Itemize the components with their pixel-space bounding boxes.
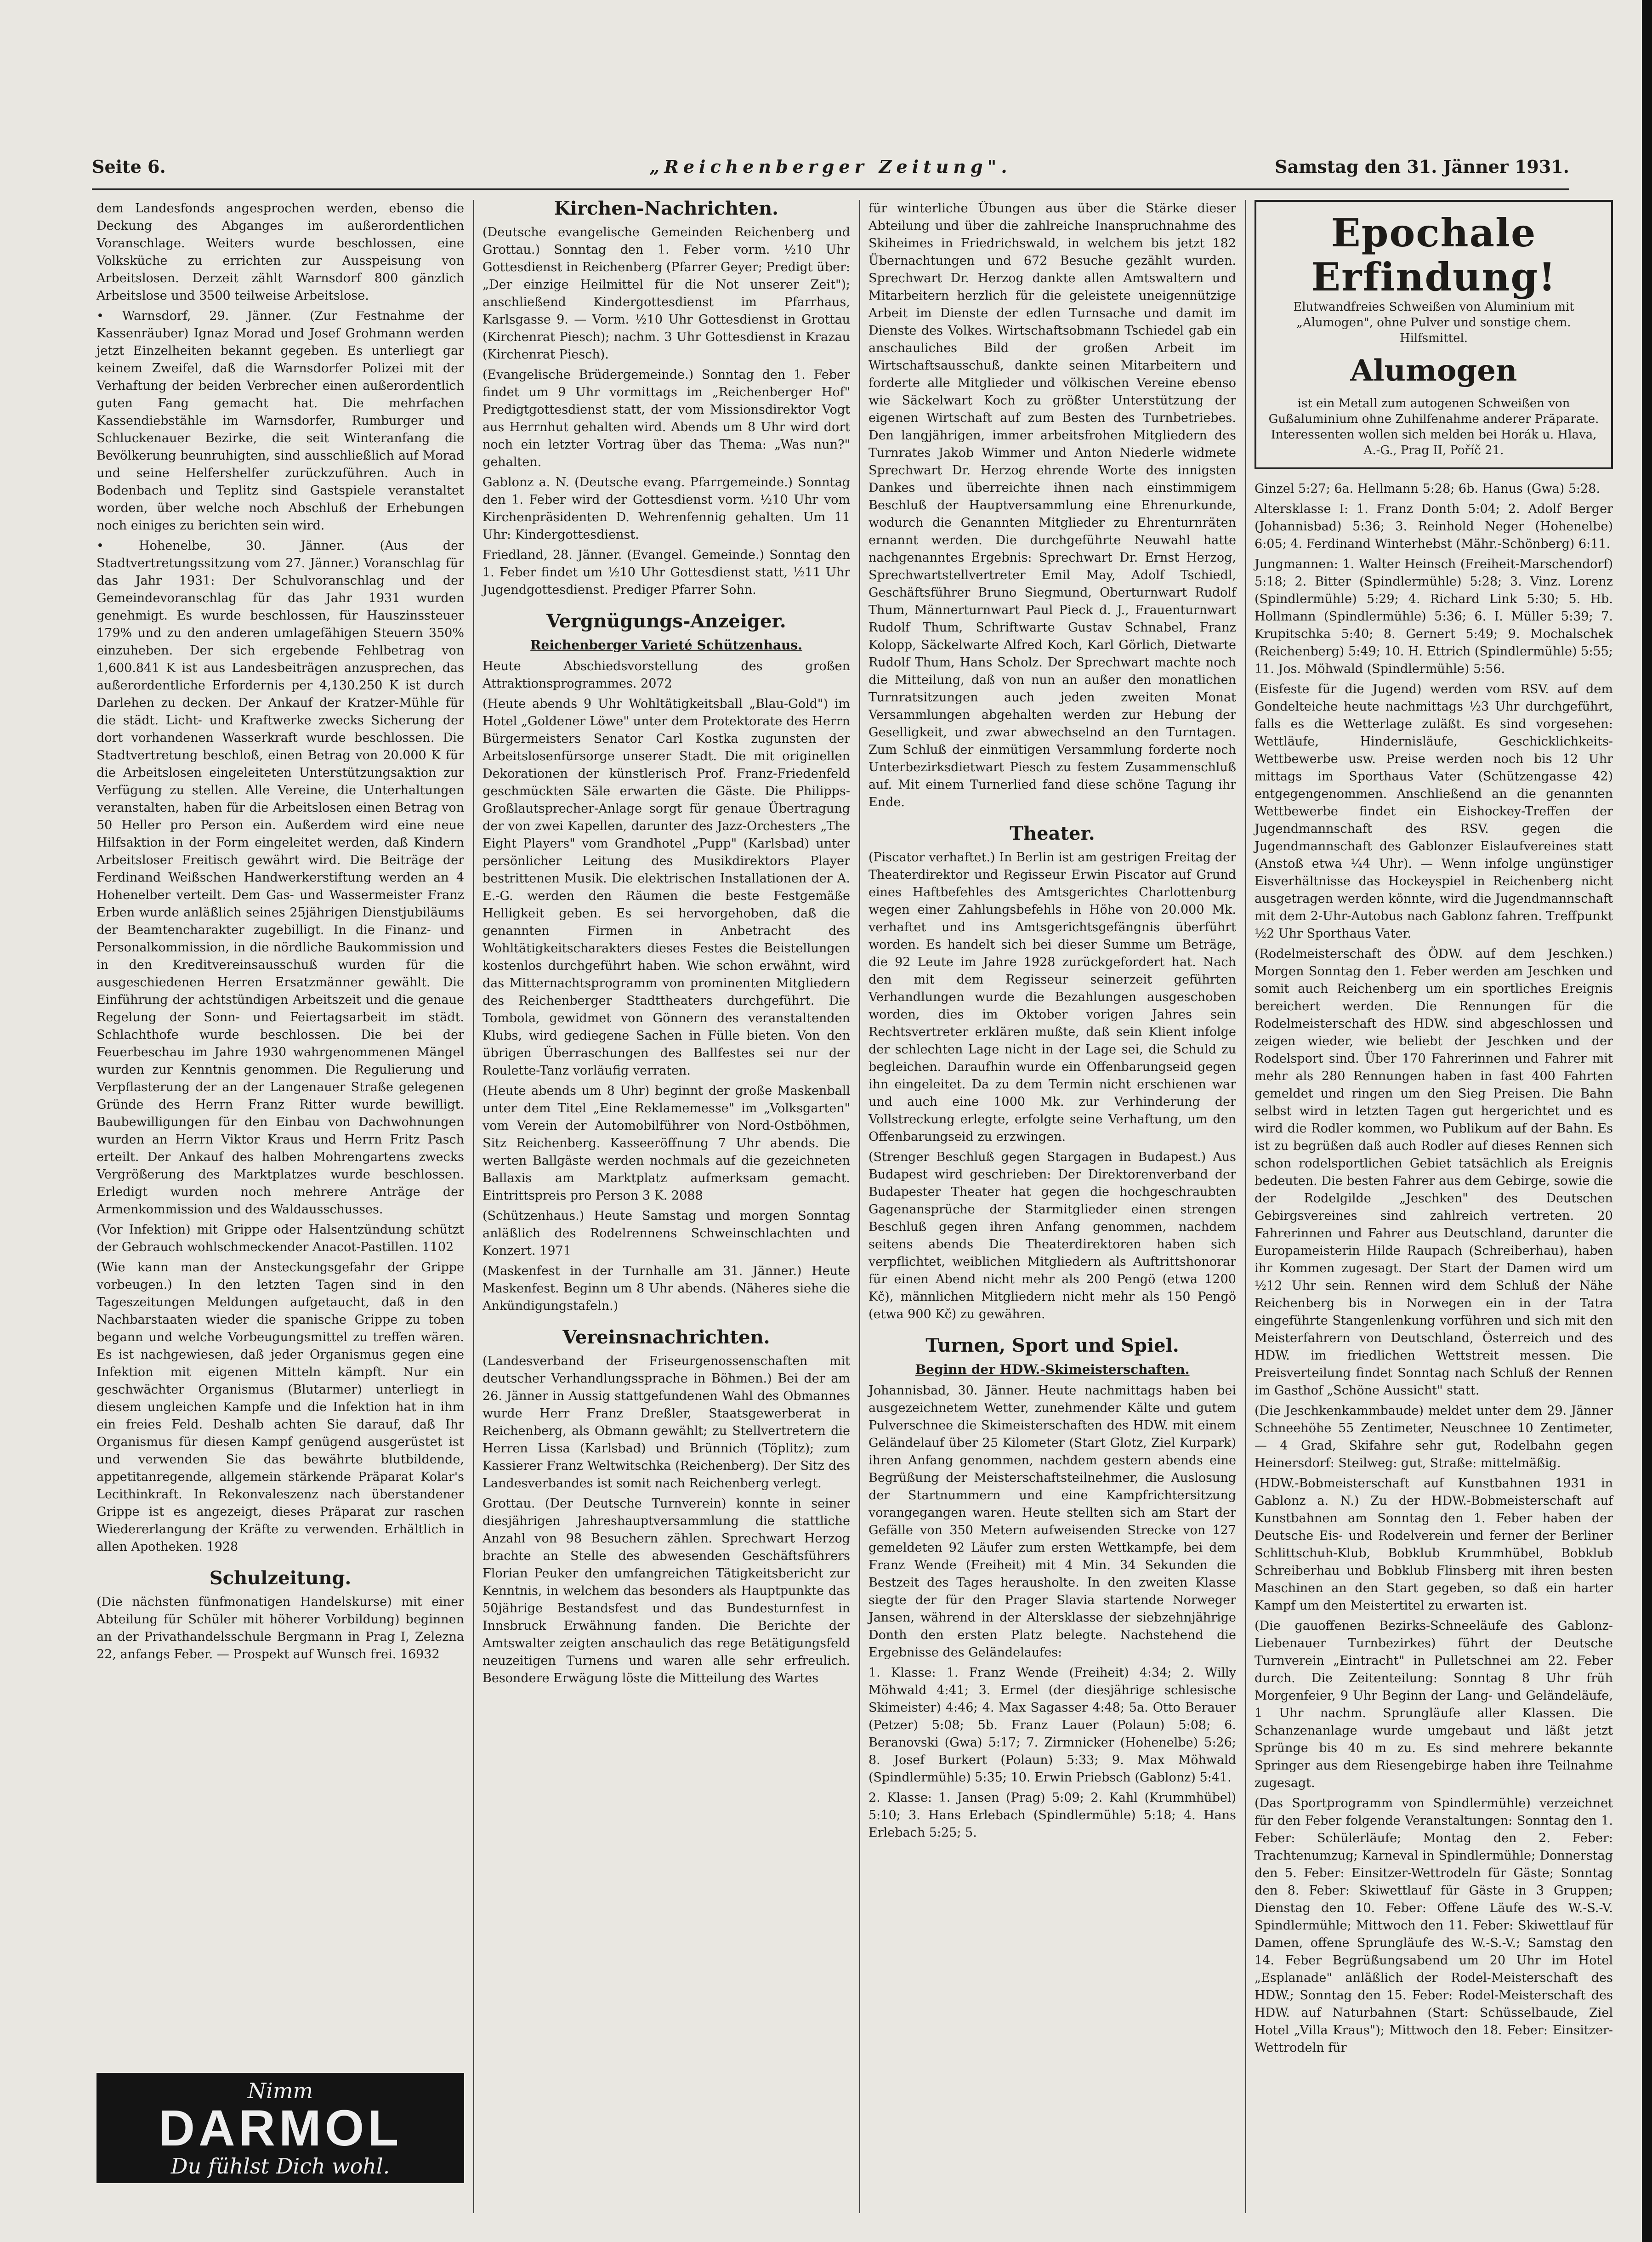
notice-handelskurse: (Die nächsten fünfmonatigen Handelskurse) mit einer Abteilung für Schüler mit höherer Vorbildung) beginnen an der Privathandelsschule Bergmann in Prag I, Zelezna 22, anfangs Feber. — Prospekt auf Wunsch frei. 16932	[97, 1595, 464, 1662]
church-notice: Friedland, 28. Jänner. (Evangel. Gemeinde.) Sonntag den 1. Feber findet um ½10 Uhr Gottesdienst statt, ½11 Uhr Jugendgottesdienst. Prediger Pfarrer Sohn.	[483, 548, 850, 597]
alumogen-advertisement	[1255, 200, 1613, 469]
darmol-top: Nimm	[247, 2078, 313, 2103]
page-number: Seite 6.	[92, 156, 166, 177]
club-notice: (Landesverband der Friseurgenossenschaften mit deutscher Verhandlungssprache in Böhmen.) Bei der am 26. Jänner in Aussig stattgefundenen Wahl des Obmannes wurde Herr Franz Dreßler, Staatsgewerberat in Reichenberg, als Obmann gewählt; zu Stellvertretern die Herren Lissa (Karlsbad) und Brünnich (Töplitz); zum Kassierer Franz Weltwitschka (Reichenberg). Der Sitz des Landesverbandes ist somit nach Reichenberg verlegt.	[483, 1354, 850, 1491]
notice-grippe: (Wie kann man der Ansteckungsgefahr der Grippe vorbeugen.) In den letzten Tagen sind in den Tageszeitungen Meldungen aufgetaucht, daß in den Nachbarstaaten wieder die spanische Grippe zu toben begann und welche Vorbeugungsmittel zu treffen wären. Es ist nachgewiesen, daß jeder Organismus gegen eine Infektion mit eigenen Mitteln kämpft. Nur ein geschwächter Organismus (Blutarmer) unterliegt in diesem ungleichen Kampfe und die Infektion hat in ihm ein freies Feld. Deshalb achten Sie darauf, daß Ihr Organismus für diesen Kampf genügend ausgerüstet ist und verwenden Sie das bewährte blutbildende, appetitanregende, allgemein stärkende Präparat Kolar's Lecithinkraft. In Rekonvaleszenz nach überstandener Grippe ist es angezeigt, dieses Präparat zur raschen Wiedererlangung der Kräfte zu verwenden. Erhältlich in allen Apotheken. 1928	[97, 1260, 464, 1554]
subheading-hdw: Beginn der HDW.-Skimeisterschaften.	[915, 1362, 1190, 1377]
sport-notice: (Das Sportprogramm von Spindlermühle) verzeichnet für den Feber folgende Veranstaltungen: Sonntag den 1. Feber: Schülerläufe; Montag den 2. Feber: Trachtenumzug; Karneval in Spindlermühle; Donnerstag den 5. Feber: Einsitzer-Wettrodeln für Gäste; Sonntag den 8. Feber: Skiwettlauf für Gäste in 3 Gruppen; Dienstag den 10. Feber: Offene Läufe des W.-S.-V. Spindlermühle; Mittwoch den 11. Feber: Skiwettlauf für Damen, offene Sprungläufe des W.-S.-V.; Samstag den 14. Feber Begrüßungsabend um 20 Uhr im Hotel „Esplanade" anläßlich der Rodel-Meisterschaft des HDW.; Sonntag den 15. Feber: Rodel-Meisterschaft des HDW. auf Naturbahnen (Start: Schüsselbaude, Ziel Hotel „Villa Kraus"); Mittwoch den 18. Feber: Einsitzer-Wettrodeln für	[1255, 1796, 1613, 2055]
sport-results: 2. Klasse: 1. Jansen (Prag) 5:09; 2. Kahl (Krummhübel) 5:10; 3. Hans Erlebach (Spindlermühle) 5:18; 4. Hans Erlebach 5:25; 5.	[869, 1791, 1236, 1840]
sport-results: Ginzel 5:27; 6a. Hellmann 5:28; 6b. Hanus (Gwa) 5:28.	[1255, 482, 1601, 496]
sport-notice: (Die gauoffenen Bezirks-Schneeläufe des Gablonz-Liebenauer Turnbezirkes) führt der Deutsche Turnverein „Eintracht" in Pulletschnei am 22. Feber durch. Die Zeitenteilung: Sonntag 8 Uhr früh Morgenfeier, 9 Uhr Beginn der Lang- und Geländeläufe, 1 Uhr nachm. Sprungläufe aller Klassen. Die Schanzenanlage wurde umgebaut und läßt jetzt Sprünge bis 40 m zu. Es sind mehrere bekannte Springer aus dem Riesengebirge haben ihre Teilnahme zugesagt.	[1255, 1619, 1613, 1790]
entertainment-notice: (Heute abends 9 Uhr Wohltätigkeitsball „Blau-Gold") im Hotel „Goldener Löwe" unter dem Protektorate des Herrn Bürgermeisters Senator Carl Kostka zugunsten der Arbeitslosenfürsorge unserer Stadt. Die mit originellen Dekorationen der künstlerisch Prof. Franz-Friedenfeld geschmückten Säle erwarten die Gäste. Die Philipps-Großlautsprecher-Anlage sorgt für genaue Übertragung der von zwei Kapellen, darunter des Jazz-Orchesters „The Eight Players" vom Grandhotel „Pupp" (Karlsbad) unter persönlicher Leitung des Musikdirektors Player bestrittenen Musik. Die elektrischen Installationen der A. E.-G. werden den Räumen die beste Festgemäße Helligkeit geben. Es sei hervorgehoben, daß die genannten Firmen in Anbetracht des Wohltätigkeitscharakters dieses Festes die Beistellungen kostenlos durchgeführt haben. Wie schon erwähnt, wird das Mitternachtsprogramm von prominenten Mitgliedern des Reichenberger Stadttheaters durchgeführt. Die Tombola, gewidmet von Gönnern des veranstaltenden Klubs, wird gediegene Sachen in Fülle bieten. Von den übrigen Überraschungen des Ballfestes sei nur der Roulette-Tanz vorläufig verraten.	[483, 697, 850, 1078]
column-4	[1255, 200, 1613, 2060]
column-3	[869, 200, 1236, 1844]
ad-brand: Alumogen	[1350, 353, 1517, 388]
section-heading-vergnuegung: Vergnügungs-Anzeiger.	[546, 610, 786, 632]
column-divider	[473, 200, 474, 2213]
entertainment-notice: (Maskenfest in der Turnhalle am 31. Jänner.) Heute Maskenfest. Beginn um 8 Uhr abends. (Näheres siehe die Ankündigungstafeln.)	[483, 1264, 850, 1313]
section-heading-verein: Vereinsnachrichten.	[562, 1326, 770, 1348]
section-heading-sport: Turnen, Sport und Spiel.	[925, 1335, 1179, 1356]
column-divider	[859, 200, 860, 2213]
entertainment-notice: (Heute abends um 8 Uhr) beginnt der große Maskenball unter dem Titel „Eine Reklamemesse" im „Volksgarten" vom Verein der Automobilführer von Nord-Ostböhmen, Sitz Reichenberg. Kasseeröffnung 7 Uhr abends. Die werten Ballgäste werden nochmals auf die gezeichneten Ballaxis am Marktplatz aufmerksam gemacht. Eintrittspreis pro Person 3 K. 2088	[483, 1084, 850, 1203]
section-heading-kirchen: Kirchen-Nachrichten.	[554, 198, 779, 219]
club-notice: Grottau. (Der Deutsche Turnverein) konnte in seiner diesjährigen Jahreshauptversammlung die stattliche Anzahl von 98 Besuchern zählen. Sprechwart Herzog brachte an Stelle des abwesenden Geschäftsführers Florian Peuker den umfangreichen Tätigkeitsbericht zur Kenntnis, in welchem das besonders als Hauptpunkte das 50jährige Bestandsfest und das Bundesturnfest in Innsbruck Erwähnung fanden. Die Berichte der Amtswalter zeigten anschaulich das rege Betätigungsfeld neuzeitigen Turnens und waren alle sehr erfreulich. Besondere Erwägung löste die Mitteilung des Wartes	[483, 1497, 850, 1685]
church-notice: (Deutsche evangelische Gemeinden Reichenberg und Grottau.) Sonntag den 1. Feber vorm. ½10 Uhr Gottesdienst in Reichenberg (Pfarrer Geyer; Predigt über: „Der einzige Heilmittel für die Not unserer Zeit"); anschließend Kindergottesdienst im Pfarrhaus, Karlsgasse 9. — Vorm. ½10 Uhr Gottesdienst in Grottau (Kirchenrat Piesch); nachm. 3 Uhr Gottesdienst in Krazau (Kirchenrat Piesch).	[483, 225, 850, 362]
article-text: für winterliche Übungen aus über die Stärke dieser Abteilung und über die zahlreiche Inanspruchnahme des Skiheimes in Friedrichswald, in welchem bis jetzt 182 Übernachtungen und 672 Besuche gezählt wurden. Sprechwart Dr. Herzog dankte allen Amtswaltern und Mitarbeitern herzlich für die geleistete uneigennützige Arbeit im Dienste der edlen Turnsache und damit im Dienste des Volkes. Wirtschaftsobmann Tschiedel gab ein anschauliches Bild der großen Arbeit im Wirtschaftsausschuß, dankte seinen Mitarbeitern und forderte alle Mitglieder und völkischen Vereine ebenso wie Säckelwart Koch zu größter Unterstützung der eigenen Wirtschaft auf zum Besten des Turnbetriebes. Den langjährigen, immer arbeitsfrohen Mitgliedern des Turnrates Jakob Wimmer und Anton Niederle widmete Sprechwart Dr. Herzog ehrende Worte des innigsten Dankes und überreichte ihnen nach einstimmigem Beschluß der Hauptversammlung eine Ehrenurkunde, wodurch die Genannten Mitglieder zu Ehrenturnräten ernannt werden. Die durchgeführte Neuwahl hatte nachgenanntes Ergebnis: Sprechwart Dr. Ernst Herzog, Sprechwartstellvertreter Emil May, Adolf Tschiedl, Geschäftsführer Bruno Siegmund, Oberturnwart Rudolf Thum, Männerturnwart Paul Pieck d. J., Frauenturnwart Rudolf Thum, Schriftwarte Gustav Schnabel, Franz Kolopp, Säckelwarte Alfred Koch, Karl Görlich, Dietwarte Rudolf Thum, Hans Scholz. Der Sprechwart machte noch die Mitteilung, daß von nun an außer den monatlichen Turnratsitzungen auch jeden zweiten Monat Versammlungen abgehalten werden zur Hebung der Geselligkeit, und zwar abwechselnd an den Turntagen. Zum Schluß der einmütigen Versammlung forderte noch Unterbezirksdietwart Piesch zu festem Zusammenschluß auf. Mit einem Turnerlied fand diese schöne Tagung ihr Ende.	[869, 201, 1236, 809]
article-warnsdorf: • Warnsdorf, 29. Jänner. (Zur Festnahme der Kassenräuber) Ignaz Morad und Josef Grohmann werden jetzt Einzelheiten bekannt gegeben. Es unterliegt gar keinem Zweifel, daß die Warnsdorfer Polizei mit der Verhaftung der beiden Verbrecher einen außerordentlich guten Fang gemacht hat. Die mehrfachen Kassendiebstähle im Warnsdorfer, Rumburger und Schluckenauer Bezirke, die seit Winteranfang die Bevölkerung beunruhigten, sind ausschließlich auf Morad und seine Helfershelfer zurückzuführen. Auch in Bodenbach und Teplitz sind Gastspiele veranstaltet worden, über welche noch Abschluß der Erhebungen noch einiges zu berichten sein wird.	[97, 309, 464, 533]
entertainment-notice: (Schützenhaus.) Heute Samstag und morgen Sonntag anläßlich des Rodelrennens Schweinschlachten und Konzert. 1971	[483, 1209, 850, 1258]
ad-description: ist ein Metall zum autogenen Schweißen von Gußaluminium ohne Zuhilfenahme anderer Präparate. Interessenten wollen sich melden bei Horák u. Hlava, A.-G., Prag II, Poříč 21.	[1268, 397, 1599, 457]
sport-notice: (HDW.-Bobmeisterschaft auf Kunstbahnen 1931 in Gablonz a. N.) Zu der HDW.-Bobmeisterschaft auf Kunstbahnen am Sonntag den 1. Feber haben der Deutsche Eis- und Rodelverein und ferner der Berliner Schlittschuh-Klub, Bobklub Krummhübel, Bobklub Schreiberhau und Bobklub Flinsberg mit ihren besten Maschinen an den Start gegeben, so daß ein harter Kampf um den Meistertitel zu erwarten ist.	[1255, 1476, 1613, 1613]
entertainment-notice: Heute Abschiedsvorstellung des großen Attraktionsprogrammes. 2072	[483, 659, 850, 691]
article-hohenelbe: • Hohenelbe, 30. Jänner. (Aus der Stadtvertretungssitzung vom 27. Jänner.) Voranschlag für das Jahr 1931: Der Schulvoranschlag und der Gemeindevoranschlag für das Jahr 1931 wurden genehmigt. Es wurde beschlossen, für Hauszinssteuer 179% und zu den anderen umlagefähigen Steuern 350% einzuheben. Der sich ergebende Fehlbetrag von 1,600.841 K ist aus Landesbeiträgen anzusprechen, das außerordentliche Erfordernis per 4,130.250 K ist durch Darlehen zu decken. Der Ankauf der Kratzer-Mühle für die städt. Licht- und Kraftwerke zwecks Sicherung der dort vorhandenen Wasserkraft wurde beschlossen. Die Stadtvertretung beschloß, einen Betrag von 20.000 K für die Arbeitslosen eingeleiteten Unterstützungsaktion zur Verfügung zu stellen. Alle Vereine, die Unterhaltungen veranstalten, haben für die Arbeitslosen einen Betrag von 50 Heller pro Person ein. Außerdem wird eine neue Hilfsaktion in der Form eingeleitet werden, daß Kindern Arbeitsloser Freitisch gewährt wird. Die Beiträge der Ferdinand Weißschen Handwerkerstiftung werden an 4 Hohenelber verteilt. Dem Gas- und Wassermeister Franz Erben wurde anläßlich seines 25jährigen Dienstjubiläums der Beamtencharakter zugebilligt. In die Finanz- und Personalkommission, in die nördliche Baukommission und in den Kreditvereinsausschuß wurden für die ausgeschiedenen Herren Ersatzmänner gewählt. Die Einführung der achtstündigen Arbeitszeit und die genaue Regelung der Sonn- und Feiertagsarbeit im städt. Schlachthofe wurde beschlossen. Die bei der Feuerbeschau im Jahre 1930 wahrgenommenen Mängel wurden zur Kenntnis genommen. Die Regulierung und Verpflasterung der an der Langenauer Straße gelegenen Gründe des Herrn Franz Ritter wurde bewilligt. Baubewilligungen für den Einbau von Dachwohnungen wurden an Herrn Viktor Kraus und Herrn Fritz Pasch erteilt. Der Ankauf des halben Mohrengartens zwecks Vergrößerung des Marktplatzes wurde beschlossen. Erledigt wurden noch mehrere Anträge der Armenkommission und des Waldausschusses.	[97, 539, 464, 1217]
sport-report: Johannisbad, 30. Jänner. Heute nachmittags haben bei ausgezeichnetem Wetter, zunehmender Kälte und gutem Pulverschnee die Skimeisterschaften des HDW. mit einem Geländelauf über 25 Kilometer (Start Glotz, Ziel Kurpark) ihren Anfang genommen, nachdem gestern abends eine Begrüßung der Meisterschaftsteilnehmer, die Auslosung der Startnummern und eine Kampfrichtersitzung vorangegangen waren. Heute stellten sich am Start der Gefälle von 350 Metern aufweisenden Strecke von 127 gemeldeten 92 Läufer zum ersten Wettkampfe, bei dem Franz Wende (Freiheit) mit 4 Min. 34 Sekunden die Bestzeit des Tages herausholte. In den zweiten Klasse siegte der für den Prager Slavia startende Norweger Jansen, während in der Altersklasse der siebzehnjährige Donth den ersten Platz belegte. Nachstehend die Ergebnisse des Geländelaufes:	[869, 1383, 1236, 1660]
sport-results: Jungmannen: 1. Walter Heinsch (Freiheit-Marschendorf) 5:18; 2. Bitter (Spindlermühle) 5:28; 3. Vinz. Lorenz (Spindlermühle) 5:29; 4. Richard Link 5:30; 5. Hb. Hollmann (Spindlermühle) 5:36; 6. I. Müller 5:39; 7. Krupitschka 5:40; 8. Gernert 5:49; 9. Mochalschek (Reichenberg) 5:49; 10. H. Ettrich (Spindlermühle) 5:55; 11. Jos. Möhwald (Spindlermühle) 5:56.	[1255, 557, 1613, 676]
ad-subline: Elutwandfreies Schweißen von Aluminium mit „Alumogen", ohne Pulver und sonstige chem. Hilfsmittel.	[1293, 300, 1574, 345]
sport-results: Altersklasse I: 1. Franz Donth 5:04; 2. Adolf Berger (Johannisbad) 5:36; 3. Reinhold Neger (Hohenelbe) 6:05; 4. Ferdinand Winterhebst (Mähr.-Schönberg) 6:11.	[1255, 502, 1613, 551]
column-2	[483, 200, 850, 1690]
sport-results: 1. Klasse: 1. Franz Wende (Freiheit) 4:34; 2. Willy Möhwald 4:41; 3. Ermel (der diesjährige schlesische Skimeister) 4:46; 4. Max Sagasser 4:48; 5a. Otto Berauer (Petzer) 5:08; 5b. Franz Lauer (Polaun) 5:08; 6. Beranovski (Gwa) 5:17; 7. Zirmnicker (Hohenelbe) 5:26; 8. Josef Burkert (Polaun) 5:33; 9. Max Möhwald (Spindlermühle) 5:35; 10. Erwin Priebsch (Gablonz) 5:41.	[869, 1666, 1236, 1785]
section-heading-schulzeitung: Schulzeitung.	[209, 1567, 352, 1589]
ad-headline: Epochale Erfindung!	[1311, 210, 1556, 300]
column-1	[97, 200, 464, 1666]
section-heading-theater: Theater.	[1010, 823, 1095, 844]
sport-notice: (Die Jeschkenkammbaude) meldet unter dem 29. Jänner Schneehöhe 55 Zentimeter, Neuschnee 10 Zentimeter, — 4 Grad, Skifahre sehr gut, Rodelbahn gegen Heinersdorf: Steilweg: gut, Straße: mittelmäßig.	[1255, 1404, 1613, 1470]
header-rule	[92, 188, 1569, 190]
sport-notice: (Eisfeste für die Jugend) werden vom RSV. auf dem Gondelteiche heute nachmittags ½3 Uhr durchgeführt, falls es die Wetterlage zuläßt. Es sind vorgesehen: Wettläufe, Hindernisläufe, Geschicklichkeits-Wettbewerbe usw. Preise werden noch bis 12 Uhr mittags im Sporthaus Vater (Schützengasse 42) entgegengenommen. Anschließend an die genannten Wettbewerbe findet ein Eishockey-Treffen der Jugendmannschaft des RSV. gegen die Jugendmannschaft des Gablonzer Eislaufvereines statt (Anstoß etwa ¼4 Uhr). — Wenn infolge ungünstiger Eisverhältnisse das Hockeyspiel in Reichenberg nicht ausgetragen werden könnte, wird die Jugendmannschaft mit dem 2-Uhr-Autobus nach Gablonz fahren. Treffpunkt ½2 Uhr Sporthaus Vater.	[1255, 682, 1613, 941]
sport-notice: (Rodelmeisterschaft des ÖDW. auf dem Jeschken.) Morgen Sonntag den 1. Feber werden am Jeschken und somit auch Reichenberg um ein sportliches Ereignis bereichert werden. Die Rennungen für die Rodelmeisterschaft des HDW. sind abgeschlossen und zeigen wieder, wie beliebt der Jeschken und der Rodelsport sind. Über 170 Fahrerinnen und Fahrer mit mehr als 280 Rennungen haben in fast 400 Fahrten gemeldet und ringen um den Sieg Preisen. Die Bahn selbst wird in letzten Tagen gut hergerichtet und es wird die Rodler kommen, wo Publikum auf der Bahn. Es ist zu begrüßen daß auch Rodler auf dieses Rennen sich schon rodelsportlichen Gebiet tatsächlich als Ereignis bedeuten. Die besten Fahrer aus dem Gebirge, sowie die der Rodelgilde „Jeschken" des Deutschen Gebirgsvereines sind zahlreich vertreten. 20 Fahrerinnen und Fahrer aus Deutschland, darunter die Europameisterin Hilde Raupach (Schreiberhau), haben ihr Kommen zugesagt. Der Start der Damen wird um ½12 Uhr sein. Rennen wird dem Schluß der Nähe Reichenberg bis in Norwegen ein in der Tatra eingeführte Stangenlenkung vorführen und sich mit den Meisterfahrern von Deutschland, Österreich und des HDW. im friedlichen Wettstreit messen. Die Preisverteilung findet Sonntag nach Schluß der Rennen im Gasthof „Schöne Aussicht" statt.	[1255, 947, 1613, 1398]
scan-edge	[1642, 0, 1652, 2242]
issue-date: Samstag den 31. Jänner 1931.	[1275, 156, 1569, 177]
church-notice: (Evangelische Brüdergemeinde.) Sonntag den 1. Feber findet um 9 Uhr vormittags im „Reichenberger Hof" Predigtgottesdienst statt, der vom Missionsdirektor Vogt aus Herrnhut gehalten wird. Abends um 8 Uhr wird dort noch ein letzter Vortrag über das Thema: „Was nun?" gehalten.	[483, 368, 850, 469]
theater-notice: (Piscator verhaftet.) In Berlin ist am gestrigen Freitag der Theaterdirektor und Regisseur Erwin Piscator auf Grund eines Haftbefehles des Amtsgerichtes Charlottenburg wegen einer Zahlungsbefehls in Höhe von 20.000 Mk. verhaftet und ins Amtsgerichtsgefängnis überführt worden. Es handelt sich bei dieser Summe um Beträge, die 92 Leute im Jahre 1928 zurückgefordert hat. Nach den mit dem Regisseur seinerzeit geführten Verhandlungen wurde die Bezahlungen ausgeschoben worden, dies im Oktober vorigen Jahres sein Rechtsvertreter erklären mußte, daß sein Klient infolge der schlechten Lage nicht in der Lage sei, die Schuld zu begleichen. Daraufhin wurde ein Offenbarungseid gegen ihn eingeleitet. Da zu dem Termin nicht erschienen war und auch eine 1000 Mk. zur Verhinderung der Vollstreckung erlegte, erfolgte seine Verhaftung, um den Offenbarungseid zu erzwingen.	[869, 850, 1236, 1144]
column-divider	[1245, 200, 1246, 2213]
subheading-variete: Reichenberger Varieté Schützenhaus.	[530, 637, 802, 653]
article-text: dem Landesfonds angesprochen werden, ebenso die Deckung des Abganges im außerordentlichen Voranschlage. Weiters wurde beschlossen, eine Volksküche zu errichten zur Ausspeisung von Arbeitslosen. Derzeit zählt Warnsdorf 800 gänzlich Arbeitslose und 3500 teilweise Arbeitslose.	[97, 201, 464, 303]
darmol-advertisement	[97, 2073, 464, 2183]
notice-anacot: (Vor Infektion) mit Grippe oder Halsentzündung schützt der Gebrauch wohlschmeckender Anacot-Pastillen. 1102	[97, 1223, 464, 1254]
page-header	[92, 156, 1569, 188]
darmol-slogan: Du fühlst Dich wohl.	[170, 2154, 390, 2179]
theater-notice: (Strenger Beschluß gegen Stargagen in Budapest.) Aus Budapest wird geschrieben: Der Direktorenverband der Budapester Theater hat gegen die hochgeschraubten Gagenansprüche der Starmitglieder einen strengen Beschluß gegen ihren Anfang genommen, nachdem seitens abends Die Theaterdirektoren haben sich verpflichtet, weiblichen Mitgliedern als Auftrittshonorar für einen Abend nicht mehr als 200 Pengö (etwa 1200 Kč), männlichen Mitgliedern nicht mehr als 150 Pengö (etwa 900 Kč) zu gewähren.	[869, 1150, 1236, 1321]
masthead-title: „Reichenberger Zeitung".	[649, 156, 1012, 177]
darmol-brand: DARMOL	[158, 2100, 403, 2157]
church-notice: Gablonz a. N. (Deutsche evang. Pfarrgemeinde.) Sonntag den 1. Feber wird der Gottesdienst vorm. ½10 Uhr vom Kirchenpräsidenten D. Wehrenfennig gehalten. Um 11 Uhr: Kindergottesdienst.	[483, 475, 850, 542]
